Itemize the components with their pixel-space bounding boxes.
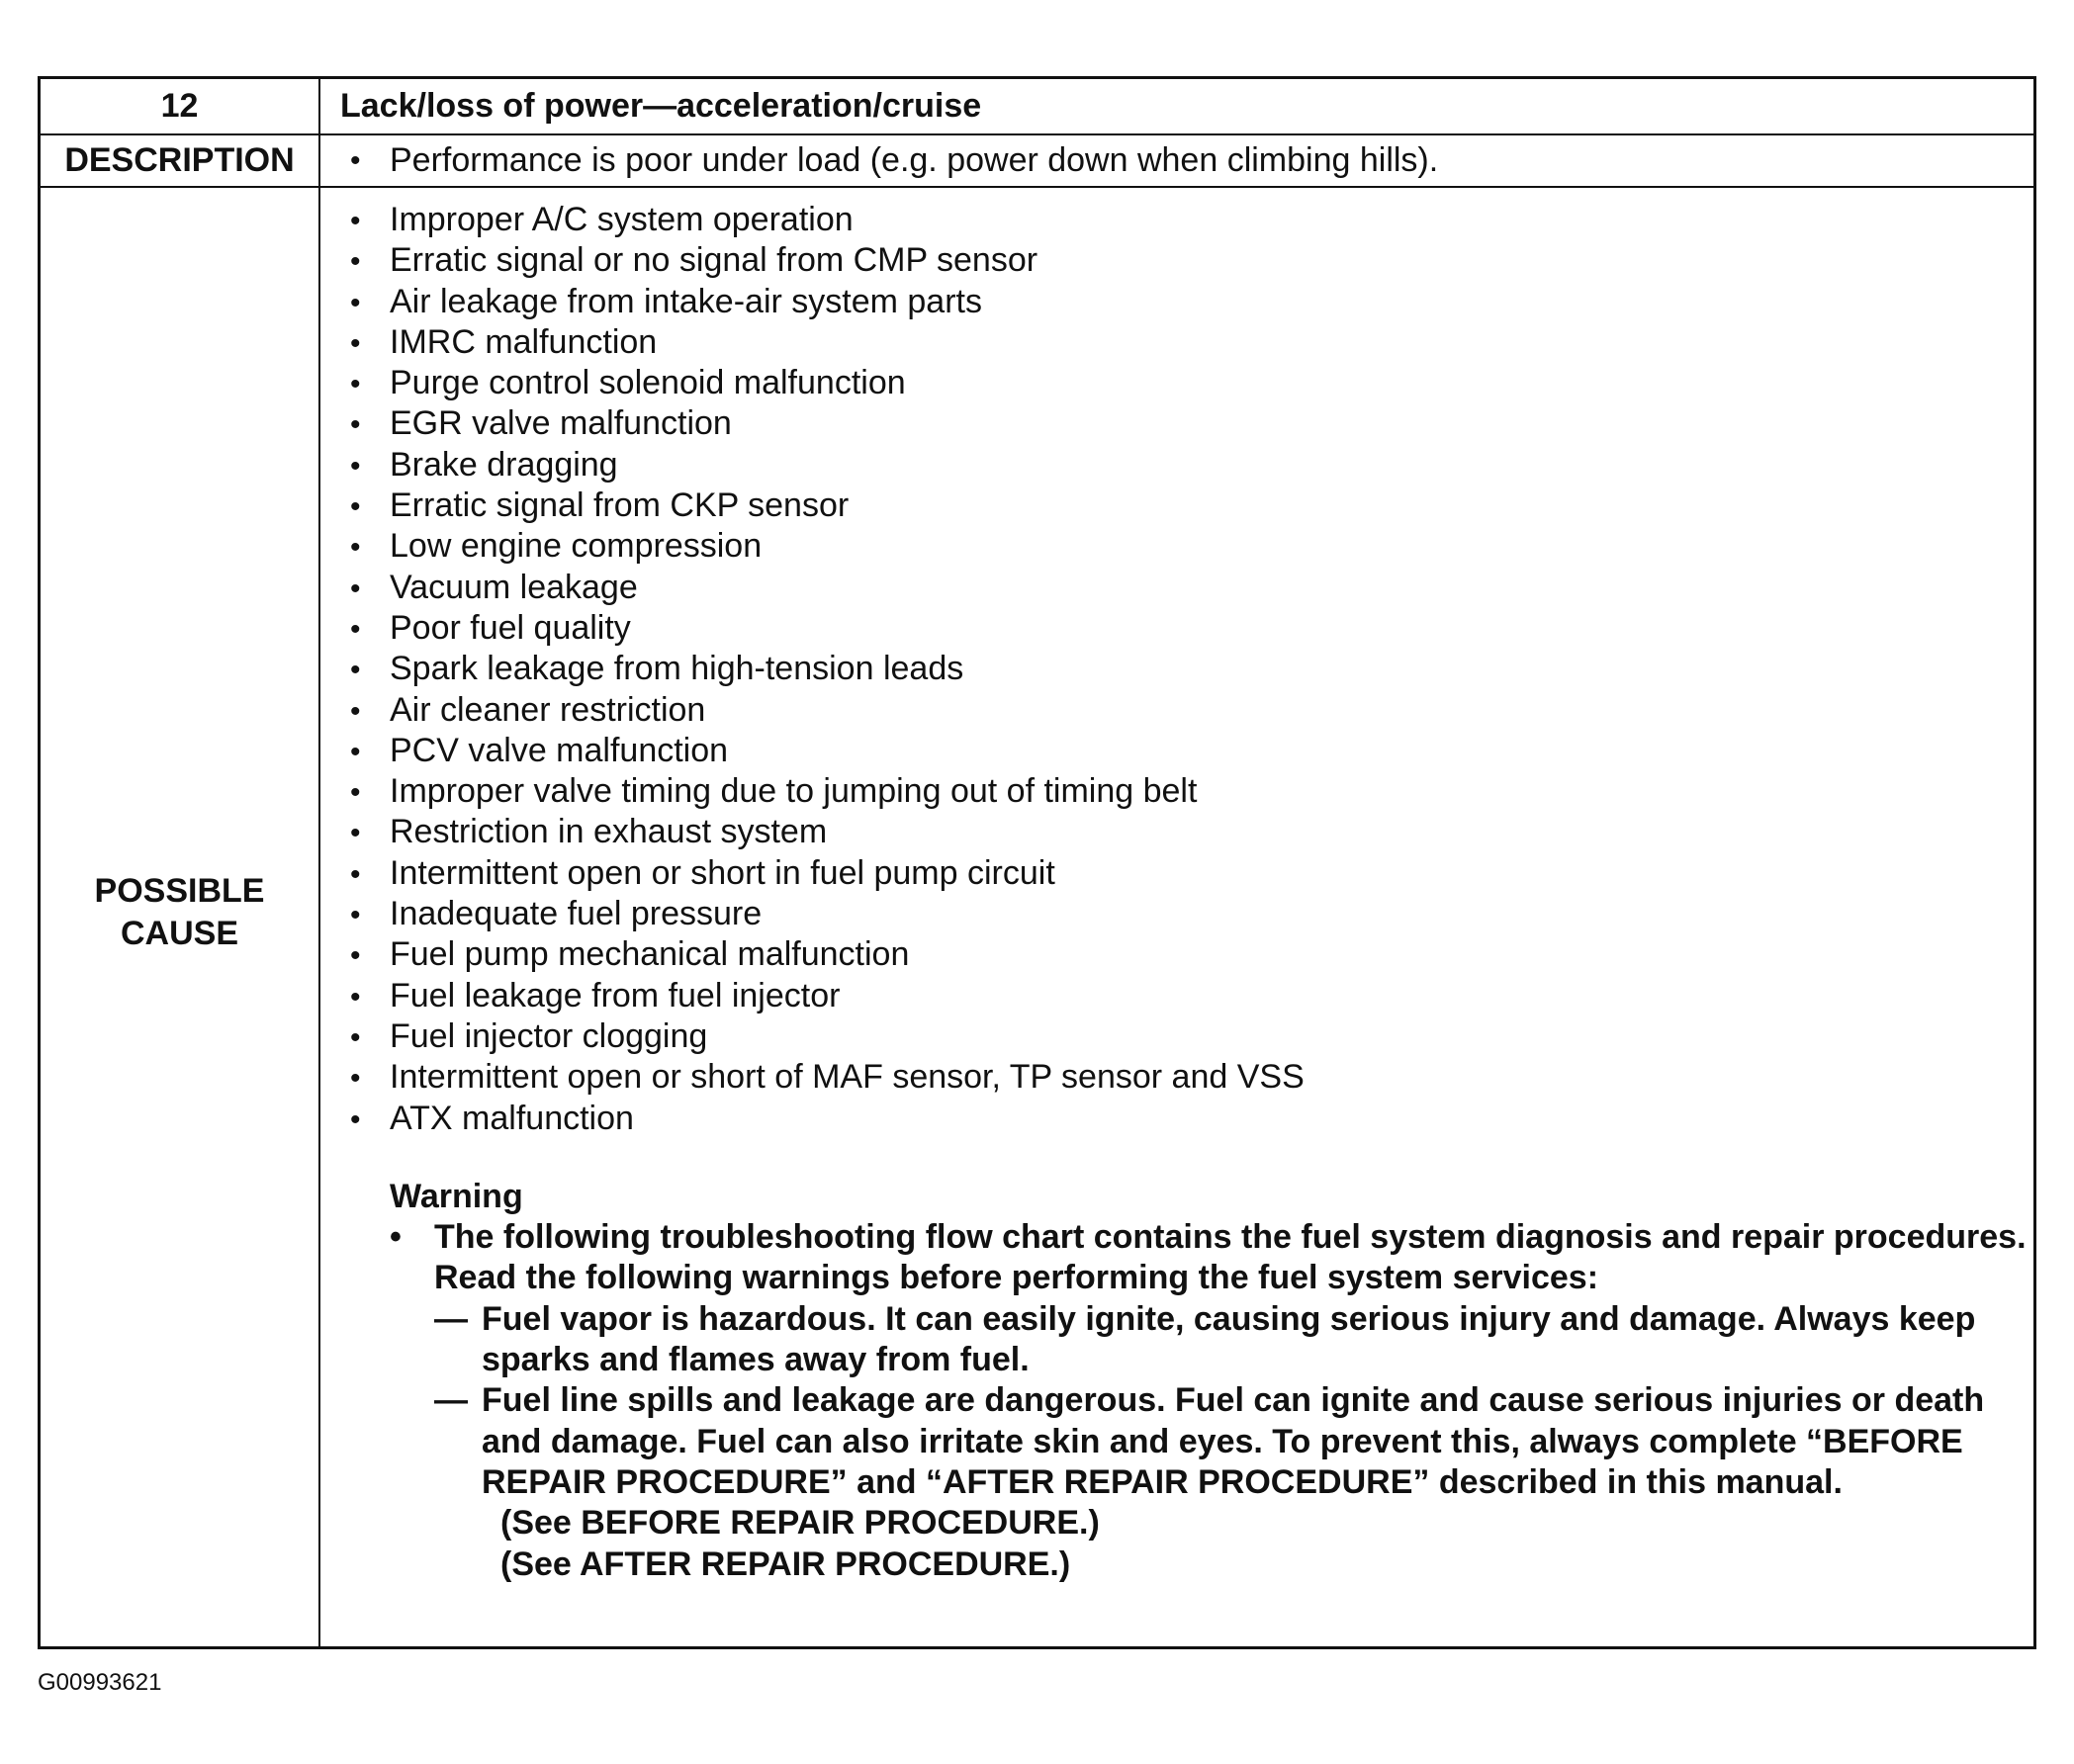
bullet-icon: • [350,572,361,605]
description-row [41,135,2033,188]
bullet-icon: • [350,939,361,973]
list-item: • Restriction in exhaust system [350,812,2033,852]
warning-intro: The following troubleshooting flow chart contains the fuel system diagnosis and repair procedures. Read the following warnings before performing the fuel system services: [434,1218,2027,1297]
possible-cause-row [41,188,2033,1646]
troubleshooting-table [38,76,2036,1649]
bullet-icon: • [350,531,361,565]
list-item: • Air leakage from intake-air system parts [350,282,2033,322]
bullet-icon: • [350,817,361,850]
bullet-icon: • [350,980,361,1014]
list-item: • Poor fuel quality [350,608,2033,649]
dash-icon: — [434,1381,468,1420]
list-item: • Improper valve timing due to jumping out of timing belt [350,771,2033,812]
description-label: DESCRIPTION [41,135,320,186]
list-item: • Erratic signal from CKP sensor [350,485,2033,526]
list-item: • PCV valve malfunction [350,731,2033,771]
list-item: • Erratic signal or no signal from CMP sensor [350,240,2033,281]
list-item: • Air cleaner restriction [350,690,2033,731]
see-before-reference: (See BEFORE REPAIR PROCEDURE.) [500,1504,1100,1543]
bullet-icon: • [350,612,361,646]
possible-cause-label [41,188,320,1646]
list-item: • ATX malfunction [350,1099,2033,1139]
bullet-icon: • [350,694,361,728]
list-item: • Brake dragging [350,445,2033,485]
bullet-icon: • [350,408,361,442]
bullet-icon: • [350,735,361,768]
list-item: • Low engine compression [350,526,2033,567]
bullet-icon: • [350,143,361,177]
list-item: • Intermittent open or short of MAF sensor, TP sensor and VSS [350,1057,2033,1098]
list-item: • Vacuum leakage [350,568,2033,608]
list-item: • Improper A/C system operation [350,200,2033,240]
bullet-icon: • [350,857,361,891]
bullet-icon: • [350,490,361,524]
bullet-icon: • [350,1020,361,1054]
possible-cause-label-line2: CAUSE [120,915,239,952]
bullet-icon: • [350,899,361,932]
bullet-icon: • [350,449,361,483]
list-item: • Purge control solenoid malfunction [350,363,2033,403]
bullet-icon: • [350,1102,361,1136]
list-item: • Spark leakage from high-tension leads [350,649,2033,689]
bullet-icon: • [390,1218,402,1257]
list-item: • IMRC malfunction [350,322,2033,363]
possible-cause-cell [320,188,2033,1646]
warning-sub-item: — Fuel vapor is hazardous. It can easily ignite, causing serious injury and damage. Always keep sparks and flames away from fuel. [434,1299,2033,1381]
list-item: • Intermittent open or short in fuel pump circuit [350,853,2033,894]
possible-cause-label-line1: POSSIBLE [94,872,265,910]
bullet-icon: • [350,326,361,360]
see-after-reference: (See AFTER REPAIR PROCEDURE.) [500,1544,1071,1583]
bullet-icon: • [350,368,361,401]
description-text: Performance is poor under load (e.g. power down when climbing hills). [390,141,1439,179]
list-item: • Fuel injector clogging [350,1016,2033,1057]
warning-sub-item: — Fuel line spills and leakage are dangerous. Fuel can ignite and cause serious injuries or death and damage. Fuel can also irritate skin and eyes. To prevent this, always complete “BEFORE REPAIR PROCEDURE” and “AFTER REPAIR PROCEDURE” described in this manual. [434,1380,2033,1503]
bullet-icon: • [350,654,361,687]
description-cell [320,135,2033,186]
list-item: • Fuel pump mechanical malfunction [350,934,2033,975]
warning-block [350,1177,2033,1585]
warning-title: Warning [390,1177,523,1215]
list-item: • EGR valve malfunction [350,403,2033,444]
bullet-icon: • [350,205,361,237]
symptom-code: 12 [41,79,320,133]
figure-id: G00993621 [38,1669,162,1696]
table-header-row [41,79,2033,135]
list-item: • Fuel leakage from fuel injector [350,976,2033,1016]
bullet-icon: • [350,245,361,279]
bullet-icon: • [350,776,361,810]
warning-item [390,1217,2033,1585]
dash-icon: — [434,1299,468,1338]
cause-list [350,200,2033,1139]
bullet-icon: • [350,286,361,319]
list-item: • Inadequate fuel pressure [350,894,2033,934]
symptom-title: Lack/loss of power—acceleration/cruise [340,87,982,125]
bullet-icon: • [350,1062,361,1096]
